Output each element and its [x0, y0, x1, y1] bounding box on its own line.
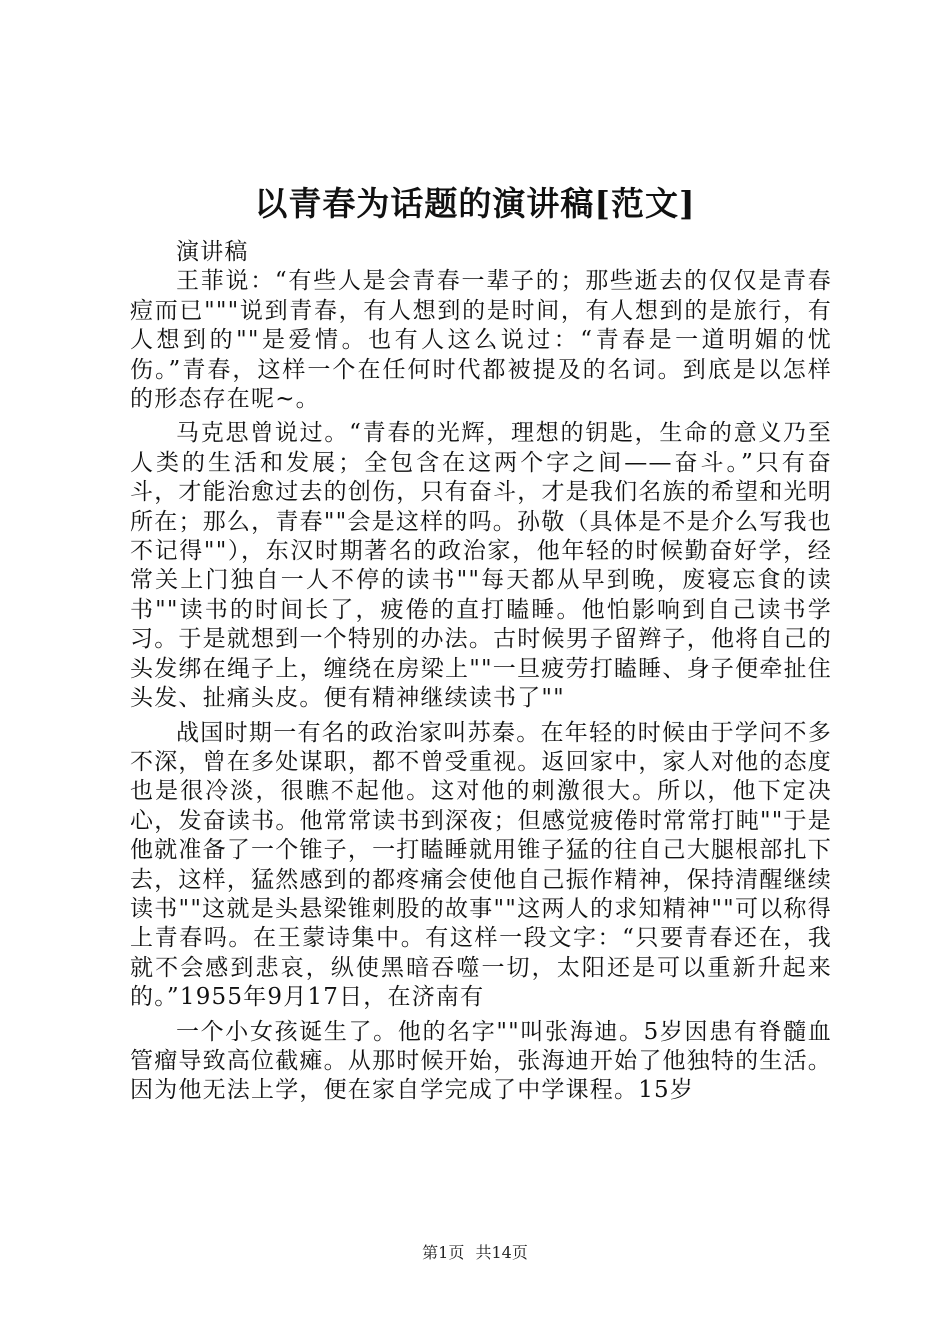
page-number: 第1页 [422, 1243, 465, 1262]
paragraph: 战国时期一有名的政治家叫苏秦。在年轻的时候由于学问不多不深，曾在多处谋职，都不曾受重视。返回家中，家人对他的态度也是很冷淡，很瞧不起他。这对他的刺激很大。所以，他下定决心，发奋读书。他常常读书到深夜；但感觉疲倦时常常打盹""于是他就准备了一个锥子，一打瞌睡就用锥子猛的往自己大腿根部扎下去，这样，猛然感到的都疼痛会使他自己振作精神，保持清醒继续读书""这就是头悬梁锥刺股的故事""这两人的求知精神""可以称得上青春吗。在王蒙诗集中。有这样一段文字：“只要青春还在，我就不会感到悲哀，纵使黑暗吞噬一切，太阳还是可以重新升起来的。”1955年9月17日，在济南有 [130, 719, 832, 1011]
paragraph: 王菲说：“有些人是会青春一辈子的；那些逝去的仅仅是青春痘而已"""说到青春，有人想到的是时间，有人想到的是旅行，有人想到的""是爱情。也有人这么说过：“青春是一道明媚的忧伤。”青春，这样一个在任何时代都被提及的名词。到底是以怎样的形态存在呢~。 [130, 268, 832, 413]
paragraph: 一个小女孩诞生了。他的名字""叫张海迪。5岁因患有脊髓血管瘤导致高位截瘫。从那时候开始，张海迪开始了他独特的生活。因为他无法上学，便在家自学完成了中学课程。15岁 [130, 1018, 832, 1104]
page-total: 共14页 [475, 1243, 528, 1262]
page-footer [0, 1240, 950, 1263]
paragraph: 马克思曾说过。“青春的光辉，理想的钥匙，生命的意义乃至人类的生活和发展；全包含在这两个字之间——奋斗。”只有奋斗，才能治愈过去的创伤，只有奋斗，才是我们名族的希望和光明所在；那么，青春""会是这样的吗。孙敬（具体是不是介么写我也不记得""），东汉时期著名的政治家，他年轻的时候勤奋好学，经常关上门独自一人不停的读书""每天都从早到晚，废寝忘食的读书""读书的时间长了，疲倦的直打瞌睡。他怕影响到自己读书学习。于是就想到一个特别的办法。古时候男子留辫子，他将自己的头发绑在绳子上，缠绕在房梁上""一旦疲劳打瞌睡、身子便牵扯住头发、扯痛头皮。便有精神继续读书了"" [130, 420, 832, 712]
document-body [130, 238, 832, 1106]
document-title: 以青春为话题的演讲稿[范文] [254, 184, 696, 223]
paragraph-heading: 演讲稿 [176, 239, 249, 265]
